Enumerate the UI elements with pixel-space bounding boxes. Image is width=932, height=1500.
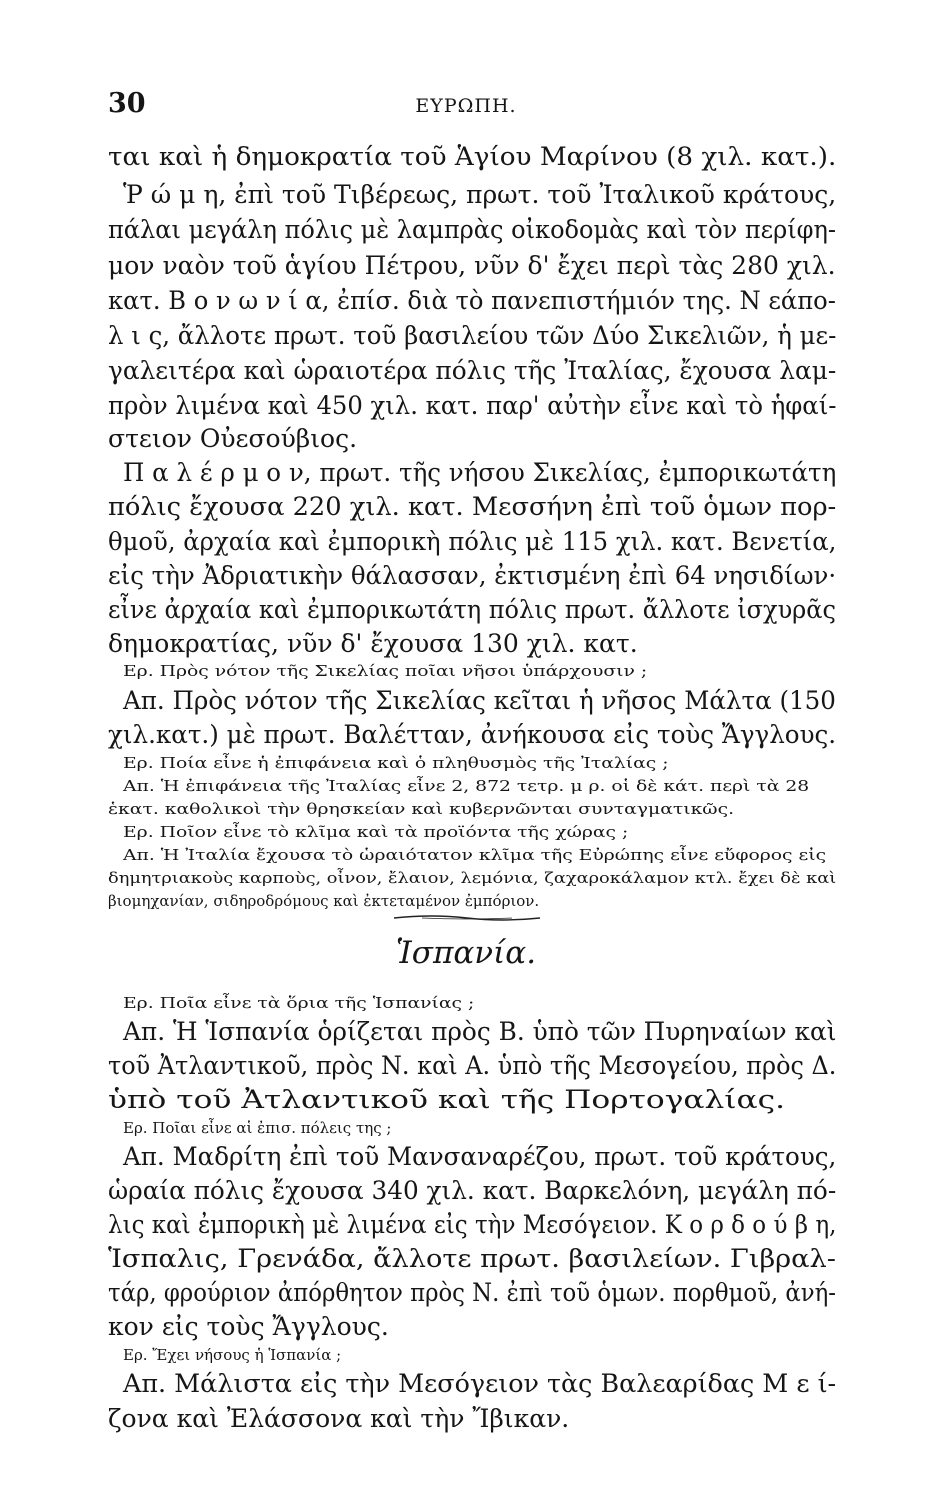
question-line: Ερ. Ποία εἶνε ἡ ἐπιφάνεια καὶ ὁ πληθυσμὸς τῆς Ἰταλίας ;: [123, 754, 669, 772]
running-head: ΕΥΡΩΠΗ.: [415, 95, 517, 117]
text-line: πρὸν λιμένα καὶ 450 χιλ. κατ. παρ' αὐτὴν εἶνε καὶ τὸ ἡφαί-: [108, 391, 837, 420]
text-line: θμοῦ, ἀρχαία καὶ ἐμπορικὴ πόλις μὲ 115 χιλ. κατ. Βενετία,: [108, 527, 837, 556]
text-line: πάλαι μεγάλη πόλις μὲ λαμπρὰς οἰκοδομὰς καὶ τὸν περίφη-: [108, 215, 837, 244]
text-line: πόλις ἔχουσα 220 χιλ. κατ. Μεσσήνη ἐπὶ τοῦ ὁμων πορ-: [108, 492, 837, 521]
text-line: στειον Οὐεσούβιος.: [108, 424, 358, 453]
page-number: 30: [108, 88, 146, 119]
text-line: ὑπὸ τοῦ Ἀτλαντικοῦ καὶ τῆς Πορτογαλίας.: [108, 1085, 786, 1114]
answer-line: Απ. Μαδρίτη ἐπὶ τοῦ Μανσαναρέζου, πρωτ. τοῦ κράτους,: [123, 1142, 837, 1171]
text-line: λις καὶ ἐμπορικὴ μὲ λιμένα εἰς τὴν Μεσόγειον. Κ ο ρ δ ο ύ β η,: [108, 1210, 837, 1239]
question-line: Ερ. Ἔχει νήσους ἡ Ἱσπανία ;: [123, 1346, 342, 1364]
text-line: λ ι ς, ἄλλοτε πρωτ. τοῦ βασιλείου τῶν Δύο Σικελιῶν, ἡ με-: [108, 321, 837, 350]
question-line: Ερ. Ποῖον εἶνε τὸ κλῖμα καὶ τὰ προϊόντα τῆς χώρας ;: [123, 823, 629, 841]
text-line: γαλειτέρα καὶ ὡραιοτέρα πόλις τῆς Ἰταλίας, ἔχουσα λαμ-: [108, 356, 837, 385]
answer-line: Απ. Ἡ Ἱσπανία ὁρίζεται πρὸς Β. ὑπὸ τῶν Πυρηναίων καὶ: [123, 1017, 837, 1046]
question-line: Ερ. Ποῖα εἶνε τὰ ὅρια τῆς Ἱσπανίας ;: [123, 994, 475, 1012]
text-line: εἰς τὴν Ἀδριατικὴν θάλασσαν, ἐκτισμένη ἐπὶ 64 νησιδίων·: [108, 561, 837, 590]
answer-line: Απ. Πρὸς νότον τῆς Σικελίας κεῖται ἡ νῆσος Μάλτα (150: [123, 686, 836, 715]
answer-line: Απ. Μάλιστα εἰς τὴν Μεσόγειον τὰς Βαλεαρίδας Μ ε ί-: [123, 1369, 837, 1398]
text-line: Π α λ έ ρ μ ο ν, πρωτ. τῆς νήσου Σικελίας, ἐμπορικωτάτη: [123, 458, 837, 487]
text-line: μον ναὸν τοῦ ἁγίου Πέτρου, νῦν δ' ἔχει περὶ τὰς 280 χιλ.: [108, 251, 836, 280]
text-line: Ῥ ώ μ η, ἐπὶ τοῦ Τιβέρεως, πρωτ. τοῦ Ἰταλικοῦ κράτους,: [123, 180, 837, 209]
answer-line: Απ. Ἡ ἐπιφάνεια τῆς Ἰταλίας εἶνε 2, 872 τετρ. μ ρ. οἱ δὲ κάτ. περὶ τὰ 28: [123, 777, 810, 795]
text-line: ἑκατ. καθολικοὶ τὴν θρησκείαν καὶ κυβερνῶνται συνταγματικῶς.: [108, 800, 735, 818]
text-line: βιομηχανίαν, σιδηροδρόμους καὶ ἐκτεταμένον ἐμπόριον.: [108, 892, 540, 910]
text-line: ται καὶ ἡ δημοκρατία τοῦ Ἁγίου Μαρίνου (8 χιλ. κατ.).: [108, 142, 837, 171]
question-line: Ερ. Πρὸς νότον τῆς Σικελίας ποῖαι νῆσοι ὑπάρχουσιν ;: [123, 662, 648, 680]
section-title: Ἱσπανία.: [395, 935, 537, 971]
text-line: ζονα καὶ Ἐλάσσονα καὶ τὴν Ἴβικαν.: [108, 1404, 570, 1433]
text-line: κον εἰς τοὺς Ἄγγλους.: [108, 1312, 389, 1341]
answer-line: Απ. Ἡ Ἰταλία ἔχουσα τὸ ὡραιότατον κλῖμα τῆς Εὐρώπης εἶνε εὔφορος εἰς: [123, 846, 827, 864]
text-line: κατ. Β ο ν ω ν ί α, ἐπίσ. διὰ τὸ πανεπιστήμιόν της. Ν εάπο-: [108, 286, 836, 315]
text-line: τοῦ Ἀτλαντικοῦ, πρὸς Ν. καὶ Α. ὑπὸ τῆς Μεσογείου, πρὸς Δ.: [108, 1051, 837, 1080]
text-line: εἶνε ἀρχαία καὶ ἐμπορικωτάτη πόλις πρωτ. ἄλλοτε ἰσχυρᾶς: [108, 595, 836, 624]
text-line: Ἱσπαλις, Γρενάδα, ἄλλοτε πρωτ. βασιλείων. Γιβραλ-: [108, 1244, 836, 1273]
text-line: δημοκρατίας, νῦν δ' ἔχουσα 130 χιλ. κατ.: [108, 629, 638, 658]
question-line: Ερ. Ποῖαι εἶνε αἱ ἐπισ. πόλεις της ;: [123, 1119, 392, 1137]
text-line: δημητριακοὺς καρποὺς, οἶνον, ἔλαιον, λεμόνια, ζαχαροκάλαμον κτλ. ἔχει δὲ καὶ: [108, 869, 837, 887]
text-line: τάρ, φρούριον ἀπόρθητον πρὸς Ν. ἐπὶ τοῦ ὁμων. πορθμοῦ, ἀνή-: [108, 1278, 836, 1307]
text-line: ὡραία πόλις ἔχουσα 340 χιλ. κατ. Βαρκελόνη, μεγάλη πό-: [108, 1176, 837, 1205]
text-line: χιλ.κατ.) μὲ πρωτ. Βαλέτταν, ἀνήκουσα εἰς τοὺς Ἄγγλους.: [108, 720, 837, 749]
decorative-rule: [392, 912, 542, 924]
